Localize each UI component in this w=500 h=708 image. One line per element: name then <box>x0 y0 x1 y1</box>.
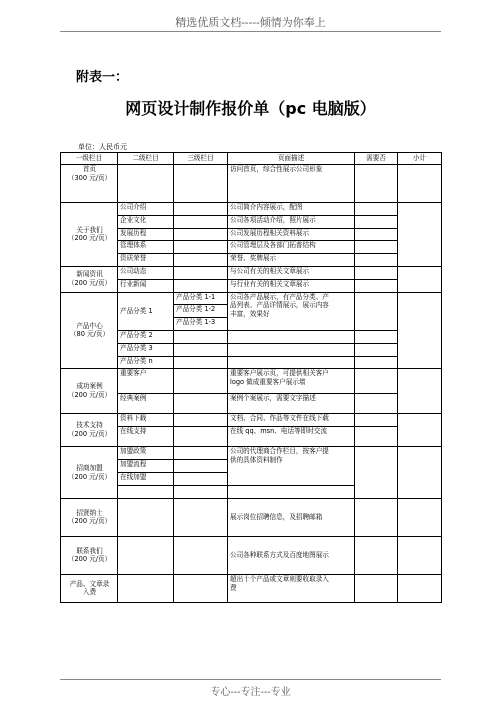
table-row <box>61 427 442 447</box>
empty-cell <box>174 447 228 460</box>
description-cell: 公司管理层及各部门拓普结构 <box>228 241 355 254</box>
table-row <box>61 292 442 305</box>
section-price: （200 元/页） <box>67 391 112 400</box>
required-cell <box>355 427 398 447</box>
description-cell: 荣誉、奖牌展示 <box>228 254 355 267</box>
subcategory-cell: 产品分类 2 <box>118 330 174 343</box>
description-line: 供的具体资料制作 <box>230 456 283 465</box>
subcategory-cell: 公司介绍 <box>118 203 174 216</box>
required-cell <box>355 203 398 216</box>
description-cell: 案例个案展示，需要文字描述 <box>228 393 355 413</box>
empty-cell <box>174 254 228 267</box>
subcategory-cell: 经典案例 <box>118 393 174 413</box>
footer-rule <box>60 679 441 680</box>
table-row <box>61 279 442 292</box>
section-name: 关于我们 <box>76 225 103 234</box>
subtotal-cell <box>398 414 442 447</box>
section-price: （200 元/页） <box>67 234 112 243</box>
section-name: 技术支持 <box>76 421 103 430</box>
subcategory-cell: 产品分类 3 <box>118 343 174 356</box>
table-row <box>61 498 442 536</box>
empty-cell <box>228 330 355 343</box>
subcategory-cell: 产品分类 n <box>118 356 174 369</box>
subcategory-cell: 在线加盟 <box>118 473 174 486</box>
section-recruit <box>61 498 118 536</box>
section-price: （80 元/页） <box>69 330 110 339</box>
section-name: 首页 <box>82 165 97 173</box>
empty-cell <box>174 536 228 574</box>
required-cell <box>355 165 398 203</box>
table-row <box>61 241 442 254</box>
section-price: （200 元/页） <box>67 430 112 439</box>
description-cell <box>228 369 355 394</box>
subcategory-cell: 在线支持 <box>118 427 174 447</box>
section-cases <box>61 369 118 414</box>
empty-cell <box>174 215 228 228</box>
table-row <box>61 330 442 343</box>
section-name: 产品中心 <box>76 321 103 330</box>
required-cell <box>355 574 398 602</box>
description-cell <box>228 447 355 486</box>
quote-table <box>60 152 442 603</box>
section-name: 入费 <box>82 588 97 597</box>
empty-cell <box>174 279 228 292</box>
table-row <box>61 165 442 203</box>
subtotal-cell <box>398 266 442 292</box>
section-name: 成功案例 <box>76 382 103 391</box>
table-row <box>61 536 442 574</box>
empty-cell <box>174 241 228 254</box>
subcategory-cell: 加盟政策 <box>118 447 174 460</box>
unit-label: 单位：人民币元 <box>78 143 127 151</box>
empty-cell <box>174 165 228 203</box>
tertiary-cell: 产品分类 1-1 <box>174 292 228 305</box>
empty-cell <box>118 486 174 499</box>
required-cell <box>355 447 398 499</box>
subtotal-cell <box>398 498 442 536</box>
description-cell <box>228 292 355 330</box>
section-price: （200 元/页） <box>67 472 112 481</box>
appendix-label: 附表一： <box>76 70 129 85</box>
subcategory-cell: 产品分类 1 <box>118 292 174 330</box>
empty-cell <box>174 498 228 536</box>
description-cell: 公司简介内容展示，配图 <box>228 203 355 216</box>
col-header-description: 页面描述 <box>228 153 355 165</box>
empty-cell <box>174 343 228 356</box>
table-row <box>61 228 442 241</box>
subcategory-cell: 发展历程 <box>118 228 174 241</box>
section-entry-fee <box>61 574 118 602</box>
subcategory-cell: 行业新闻 <box>118 279 174 292</box>
description-line: 费 <box>230 583 237 592</box>
subcategory-cell: 加盟流程 <box>118 460 174 473</box>
table-row <box>61 266 442 279</box>
description-cell: 公司各项活动介绍，照片展示 <box>228 215 355 228</box>
table-row <box>61 215 442 228</box>
empty-cell <box>174 574 228 602</box>
empty-cell <box>174 203 228 216</box>
section-price: （300 元/页） <box>67 173 112 182</box>
description-line: 超出十个产品或文章则要收取录入 <box>230 574 329 583</box>
description-line: 公司各产品展示，有产品分类、产 <box>230 292 329 301</box>
empty-cell <box>174 266 228 279</box>
required-cell <box>355 241 398 254</box>
description-cell: 公司发展历程相关资料展示 <box>228 228 355 241</box>
section-product <box>61 292 118 369</box>
table-row <box>61 393 442 413</box>
empty-cell <box>174 228 228 241</box>
table-row <box>61 343 442 356</box>
table-row <box>61 369 442 394</box>
tertiary-cell: 产品分类 1-2 <box>174 305 228 318</box>
table-row <box>61 447 442 460</box>
header-rule <box>60 31 441 32</box>
col-header-level3: 三级栏目 <box>174 153 228 165</box>
table-row <box>61 356 442 369</box>
subtotal-cell <box>398 369 442 414</box>
empty-cell <box>174 427 228 447</box>
empty-cell <box>228 486 355 499</box>
table-row <box>61 254 442 267</box>
required-cell <box>355 414 398 427</box>
description-line: 公司的代理商合作栏目，按客户提 <box>230 447 329 456</box>
empty-cell <box>174 414 228 427</box>
empty-cell <box>118 574 174 602</box>
document-title: 网页设计制作报价单（pc 电脑版） <box>125 99 376 118</box>
required-cell <box>355 369 398 394</box>
col-header-subtotal: 小计 <box>398 153 442 165</box>
subtotal-cell <box>398 165 442 203</box>
section-name: 招贤纳士 <box>76 508 103 517</box>
empty-cell <box>174 356 228 369</box>
section-price: （200 元/页） <box>67 517 112 526</box>
table-header-row <box>61 153 442 165</box>
description-line: 重要客户展示页，可提供相关客户 <box>230 369 329 378</box>
section-name: 新闻资讯 <box>76 270 103 279</box>
required-cell <box>355 498 398 536</box>
section-support <box>61 414 118 447</box>
description-line: 品列表、产品详情展示，展示内容 <box>230 301 329 310</box>
subcategory-cell: 管理体系 <box>118 241 174 254</box>
description-cell: 与行业有关的相关文章展示 <box>228 279 355 292</box>
required-cell <box>355 228 398 241</box>
table-row <box>61 414 442 427</box>
page-footer: 专心---专注---专业 <box>210 687 291 698</box>
subtotal-cell <box>398 447 442 499</box>
tertiary-cell: 产品分类 1-3 <box>174 318 228 331</box>
col-header-required: 需要否 <box>355 153 398 165</box>
empty-cell <box>174 369 228 394</box>
empty-cell <box>174 330 228 343</box>
required-cell <box>355 330 398 343</box>
required-cell <box>355 356 398 369</box>
section-franchise <box>61 447 118 499</box>
subtotal-cell <box>398 203 442 267</box>
required-cell <box>355 536 398 574</box>
subtotal-cell <box>398 292 442 369</box>
col-header-level1: 一级栏目 <box>61 153 118 165</box>
section-news <box>61 266 118 292</box>
required-cell <box>355 393 398 413</box>
subcategory-cell: 重要客户 <box>118 369 174 394</box>
required-cell <box>355 266 398 279</box>
table-row <box>61 574 442 602</box>
subcategory-cell: 企业文化 <box>118 215 174 228</box>
required-cell <box>355 292 398 330</box>
subcategory-cell: 公司动态 <box>118 266 174 279</box>
section-about <box>61 203 118 267</box>
section-name: 联系我们 <box>76 546 103 555</box>
description-cell: 文档、合同、作品等文件在线下载 <box>228 414 355 427</box>
empty-cell <box>228 356 355 369</box>
section-name: 产品、文章录 <box>69 579 110 588</box>
description-cell: 与公司有关的相关文章展示 <box>228 266 355 279</box>
subtotal-cell <box>398 536 442 574</box>
empty-cell <box>118 536 174 574</box>
table-row <box>61 203 442 216</box>
required-cell <box>355 279 398 292</box>
empty-cell <box>174 473 228 486</box>
section-price: （200 元/页） <box>67 279 112 288</box>
empty-cell <box>174 486 228 499</box>
description-cell: 在线 qq、msn、电话等即时交流 <box>228 427 355 447</box>
subtotal-cell <box>398 574 442 602</box>
description-cell: 公司各种联系方式及百度地图展示 <box>228 536 355 574</box>
subcategory-cell: 资质荣誉 <box>118 254 174 267</box>
empty-cell <box>174 460 228 473</box>
empty-cell <box>228 343 355 356</box>
description-line: 丰富，效果好 <box>230 310 270 319</box>
empty-cell <box>118 165 174 203</box>
description-cell: 访问首页，综合性展示公司形象 <box>228 165 355 203</box>
section-price: （200 元/页） <box>67 555 112 564</box>
required-cell <box>355 343 398 356</box>
empty-cell <box>118 498 174 536</box>
description-cell <box>228 574 355 602</box>
empty-cell <box>174 393 228 413</box>
section-name: 招商加盟 <box>76 463 103 472</box>
required-cell <box>355 254 398 267</box>
section-home <box>61 165 118 203</box>
col-header-level2: 二级栏目 <box>118 153 174 165</box>
section-contact <box>61 536 118 574</box>
description-line: logo 做成重要客户展示墙 <box>230 378 306 387</box>
required-cell <box>355 215 398 228</box>
description-cell: 展示岗位招聘信息，及招聘邮箱 <box>228 498 355 536</box>
page-header: 精选优质文档-----倾情为你奉上 <box>175 16 326 29</box>
subcategory-cell: 资料下载 <box>118 414 174 427</box>
